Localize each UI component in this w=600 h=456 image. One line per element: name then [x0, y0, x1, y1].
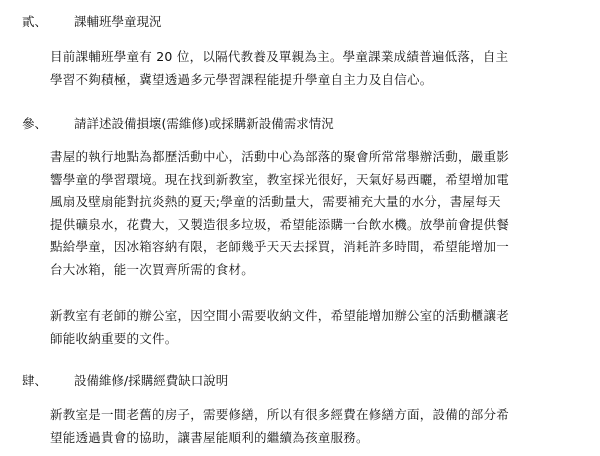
section-heading-3 — [22, 114, 334, 134]
paragraph-student-status — [50, 46, 586, 91]
paragraph-line: 響學童的學習環境。現在找到新教室，教室採光很好，天氣好易西曬，希望增加電 — [50, 171, 510, 187]
section-heading-2 — [22, 12, 162, 32]
paragraph-equipment-needs — [50, 146, 586, 281]
paragraph-funding-gap — [50, 404, 586, 449]
section-title: 課輔班學童現況 — [74, 14, 162, 29]
section-number: 參、 — [22, 116, 48, 131]
section-title: 設備維修/採購經費缺口說明 — [74, 373, 229, 388]
paragraph-line: 風扇及壁扇能對抗炎熱的夏天;學童的活動量大，需要補充大量的水分，書屋每天 — [50, 194, 501, 209]
paragraph-line: 點給學童，因冰箱容納有限，老師幾乎天天去採買，消耗許多時間，希望能增加一 — [50, 239, 510, 254]
paragraph-line: 書屋的執行地點為都歷活動中心，活動中心為部落的聚會所常常舉辦活動，嚴重影 — [50, 149, 510, 164]
section-title: 請詳述設備損壞(需維修)或採購新設備需求情況 — [74, 116, 334, 131]
paragraph-line: 師能收納重要的文件。 — [50, 330, 178, 346]
paragraph-line: 望能透過貴會的協助，讓書屋能順利的繼續為孩童服務。 — [50, 429, 369, 445]
paragraph-line: 新教室是一間老舊的房子，需要修繕，所以有很多經費在修繕方面，設備的部分希 — [50, 407, 510, 422]
section-number: 肆、 — [22, 373, 48, 388]
paragraph-office-cabinet — [50, 305, 586, 350]
paragraph-line: 目前課輔班學童有 20 位，以隔代教養及單親為主。學童課業成績普遍低落，自主 — [50, 49, 509, 64]
paragraph-line: 提供礦泉水，花費大，又製造很多垃圾，希望能添購一台飲水機。放學前會提供餐 — [50, 216, 510, 232]
paragraph-line: 新教室有老師的辦公室，因空間小需要收納文件，希望能增加辦公室的活動櫃讓老 — [50, 308, 510, 323]
section-number: 貳、 — [22, 14, 48, 29]
section-heading-4 — [22, 371, 228, 391]
paragraph-line: 學習不夠積極，冀望透過多元學習課程能提升學童自主力及自信心。 — [50, 71, 433, 87]
paragraph-line: 台大冰箱，能一次買齊所需的食材。 — [50, 261, 255, 277]
